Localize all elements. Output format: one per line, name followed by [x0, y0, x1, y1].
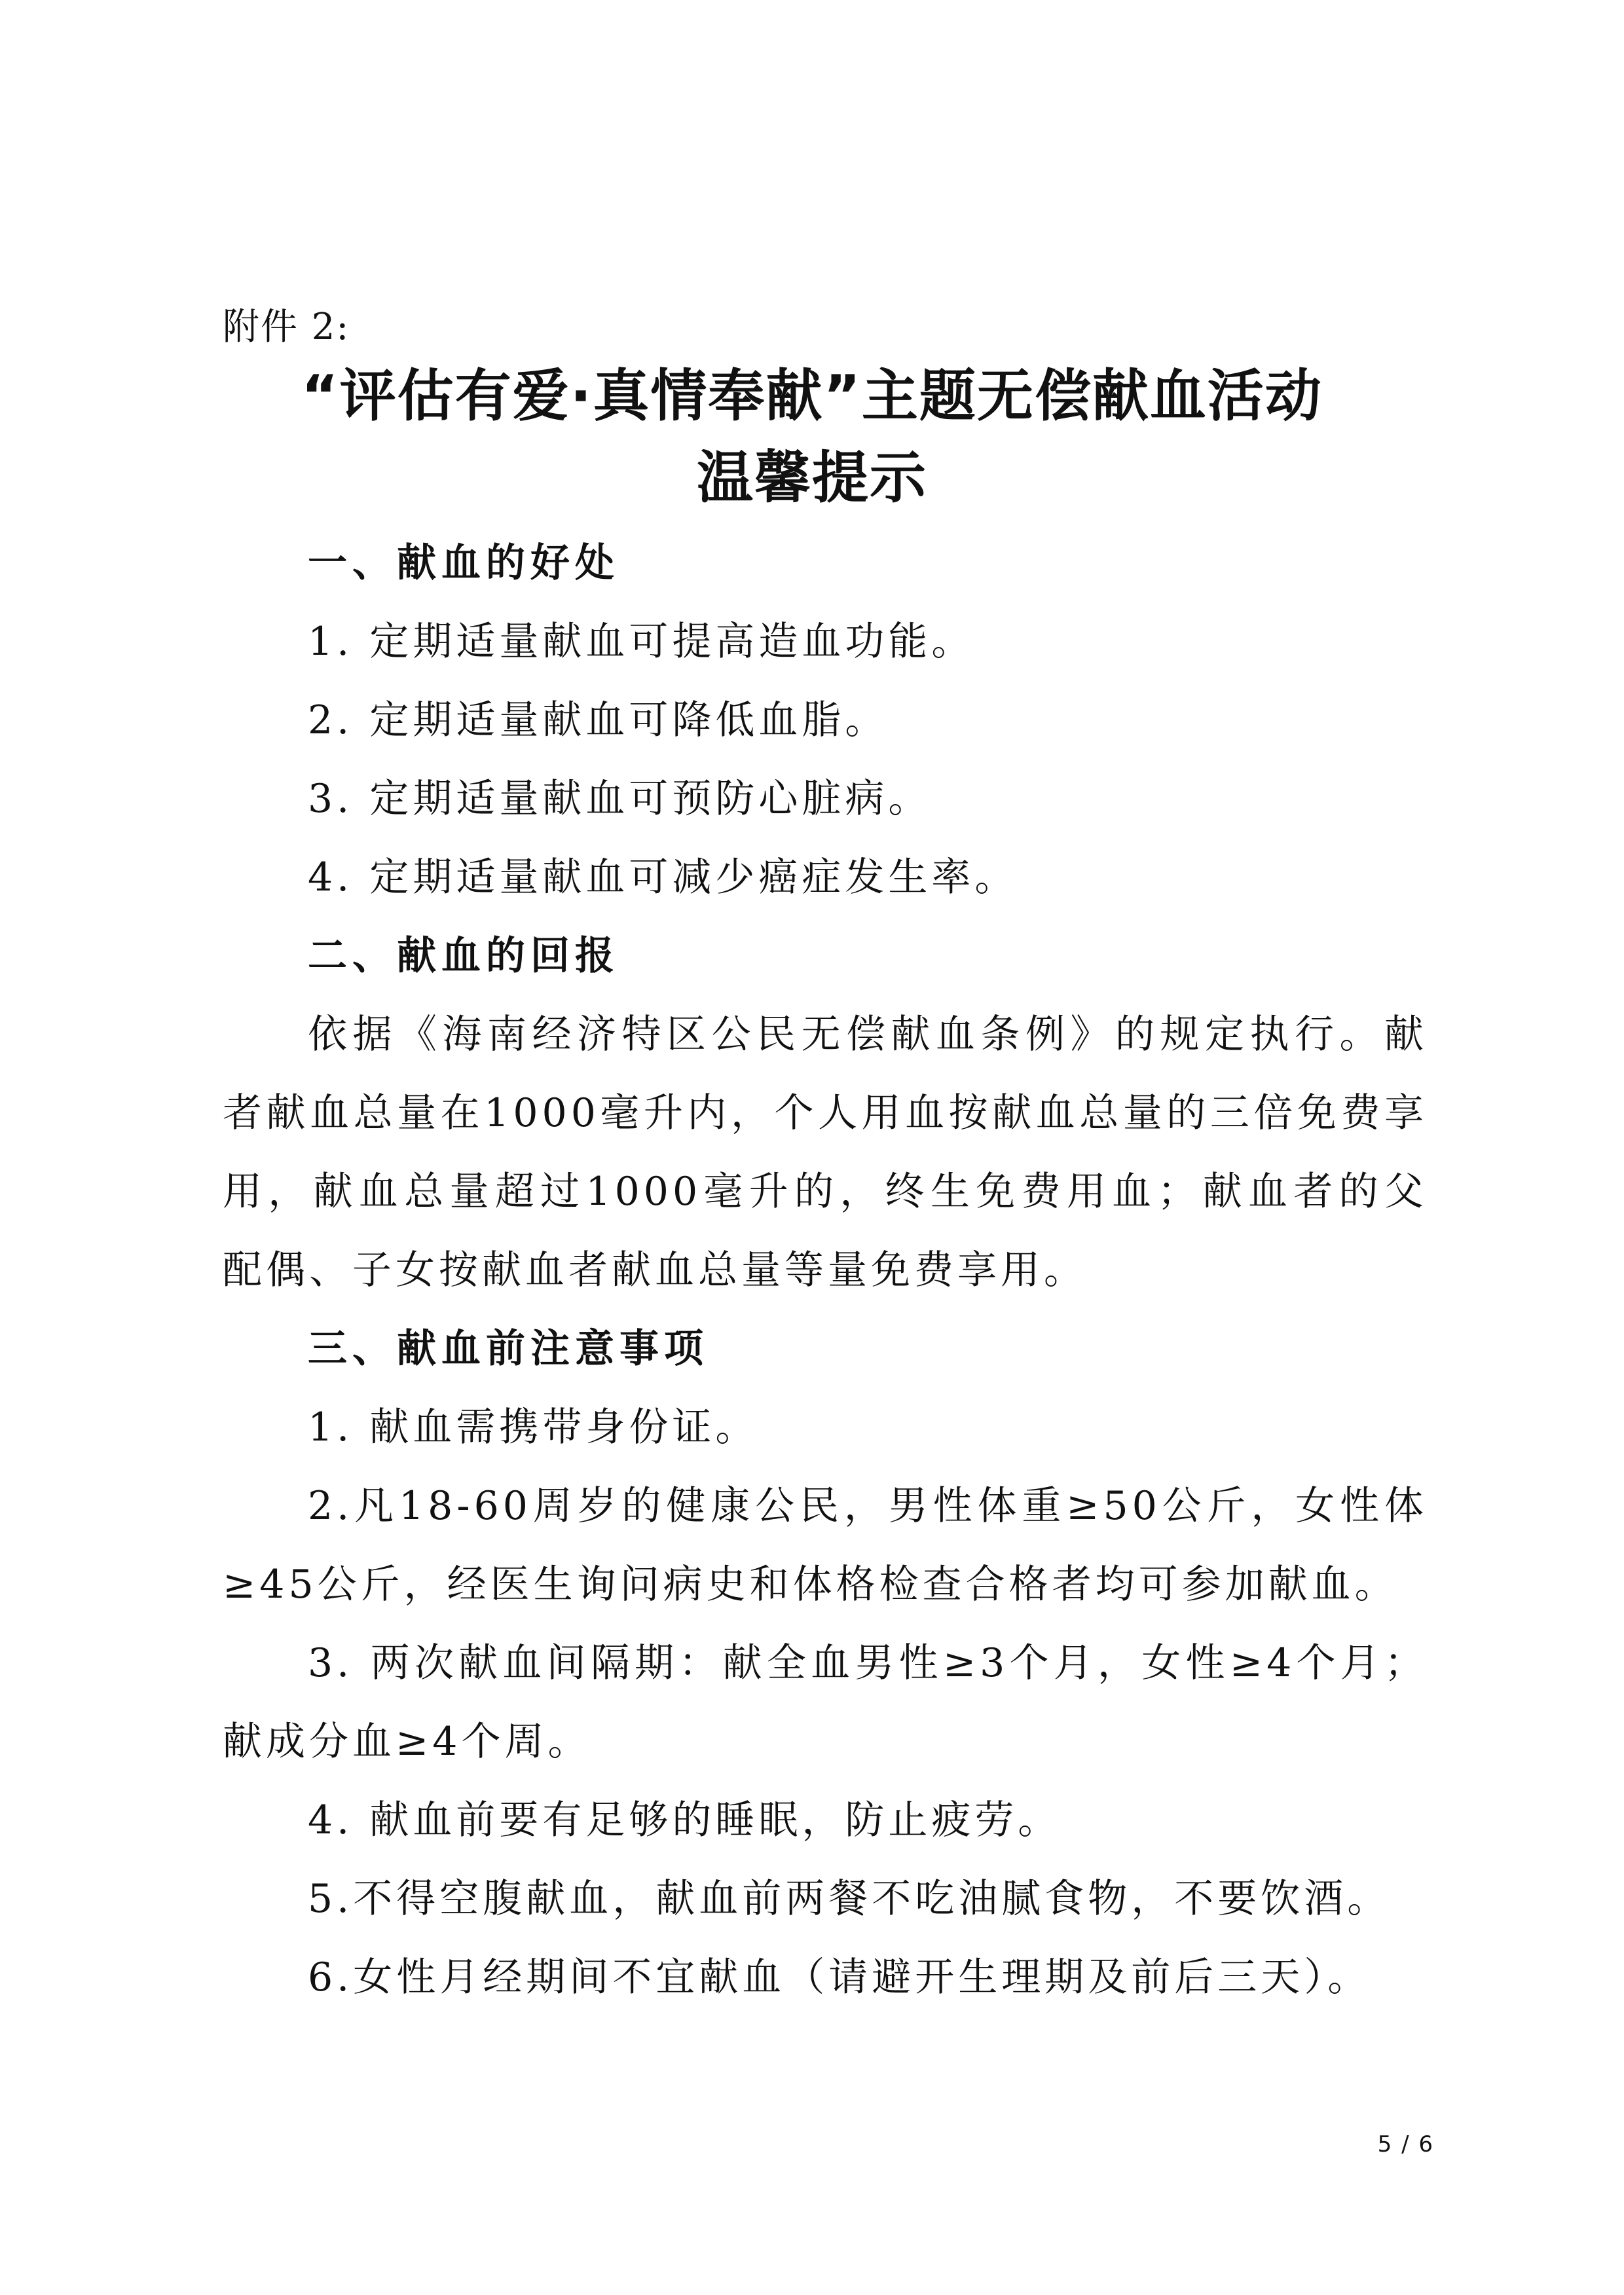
list-item: 3. 两次献血间隔期：献全血男性≥3个月，女性≥4个月；	[308, 1640, 1428, 1686]
page-number: 5 / 6	[1377, 2131, 1434, 2157]
list-item: 3. 定期适量献血可预防心脏病。	[308, 776, 932, 822]
list-item: 1. 献血需携带身份证。	[308, 1405, 759, 1450]
list-item: 2. 定期适量献血可降低血脂。	[308, 697, 889, 743]
attachment-label: 附件 2:	[223, 306, 350, 348]
paragraph-line: 配偶、子女按献血者献血总量等量免费享用。	[223, 1247, 1087, 1293]
list-item-continuation: ≥45公斤，经医生询问病史和体格检查合格者均可参加献血。	[223, 1562, 1398, 1607]
section-heading-precautions: 三、献血前注意事项	[308, 1326, 709, 1372]
list-item: 5.不得空腹献血，献血前两餐不吃油腻食物，不要饮酒。	[308, 1876, 1391, 1922]
paragraph-line: 者献血总量在1000毫升内，个人用血按献血总量的三倍免费享	[223, 1090, 1428, 1136]
paragraph-line: 依据《海南经济特区公民无偿献血条例》的规定执行。献	[308, 1012, 1428, 1057]
list-item: 4. 定期适量献血可减少癌症发生率。	[308, 854, 1018, 900]
paragraph-line: 用，献血总量超过1000毫升的，终生免费用血；献血者的父	[223, 1169, 1428, 1215]
list-item-continuation: 献成分血≥4个周。	[223, 1719, 591, 1765]
list-item: 6.女性月经期间不宜献血（请避开生理期及前后三天）。	[308, 1955, 1371, 2000]
document-title-line1: “评估有爱·真情奉献”主题无偿献血活动	[301, 363, 1323, 429]
document-title-line2: 温馨提示	[697, 445, 927, 511]
section-heading-returns: 二、献血的回报	[308, 933, 619, 979]
list-item: 4. 献血前要有足够的睡眠，防止疲劳。	[308, 1797, 1061, 1843]
list-item: 1. 定期适量献血可提高造血功能。	[308, 619, 975, 665]
document-body	[223, 524, 1428, 2017]
list-item: 2.凡18-60周岁的健康公民，男性体重≥50公斤，女性体	[308, 1483, 1428, 1529]
section-heading-benefits: 一、献血的好处	[308, 540, 619, 586]
